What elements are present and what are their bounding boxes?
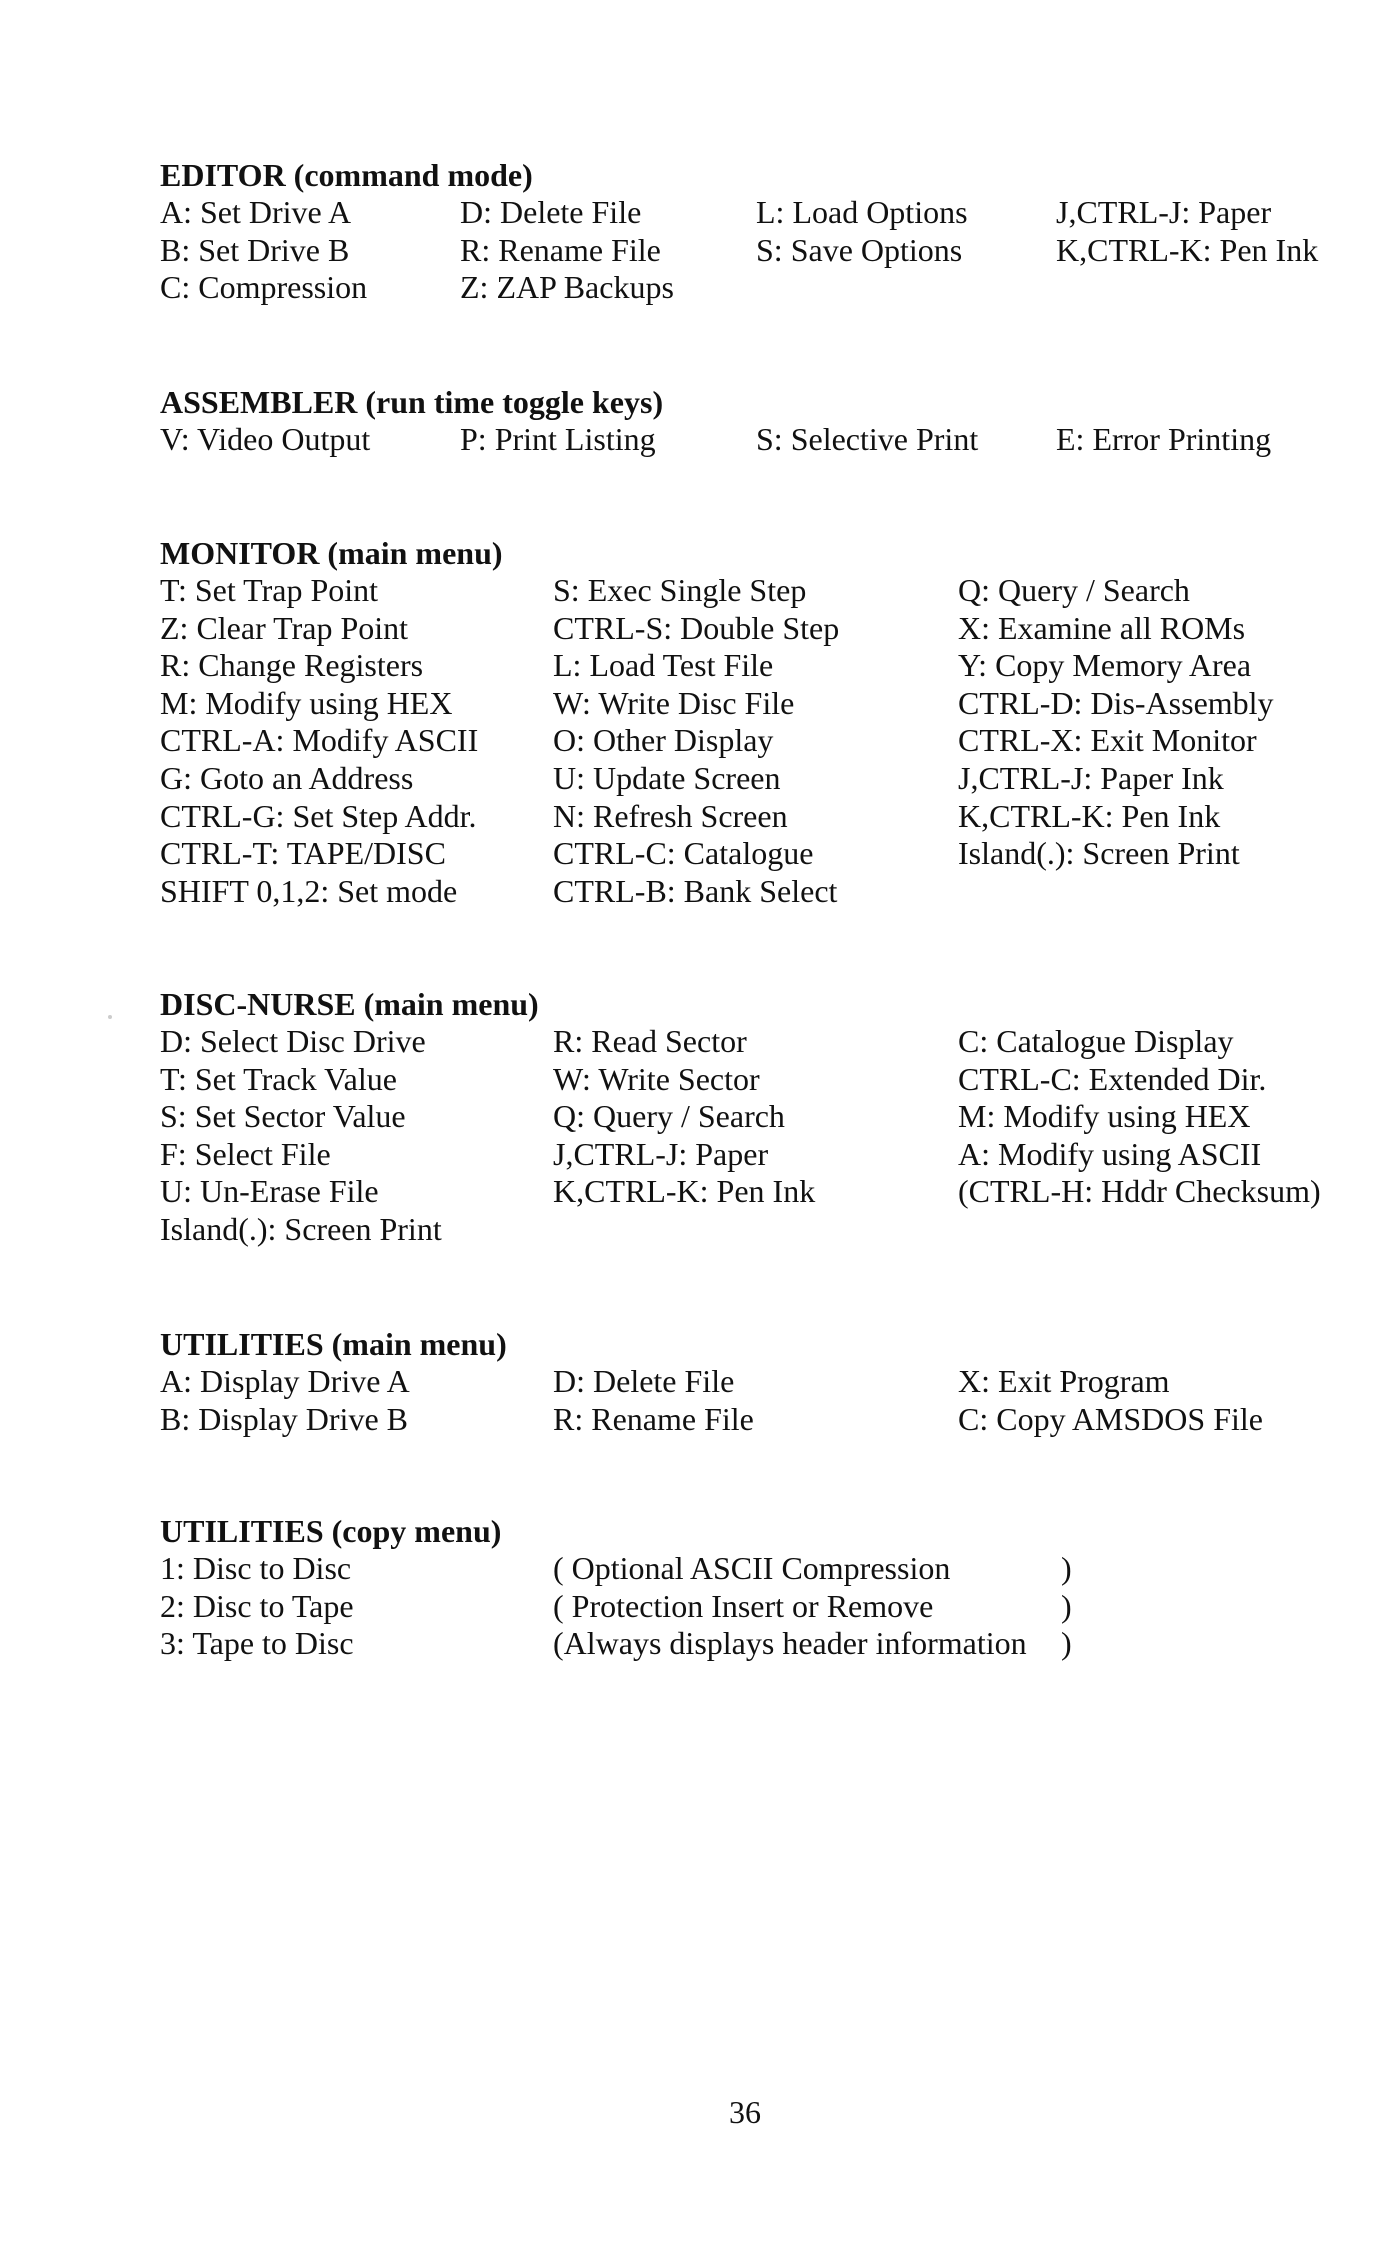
key-entry: S: Save Options [756, 231, 963, 268]
key-entry: T: Set Trap Point [160, 572, 379, 608]
key-entry: U: Un-Erase File [160, 1173, 379, 1210]
utilities-copy-heading: UTILITIES (copy menu) [160, 1513, 502, 1549]
key-entry: P: Print Listing [460, 421, 656, 457]
key-entry: N: Refresh Screen [553, 797, 788, 834]
key-entry: 1: Disc to Disc [160, 1550, 352, 1586]
key-entry: J,CTRL-J: Paper [553, 1135, 769, 1172]
disc-nurse-column-2 [553, 1023, 815, 1211]
monitor-heading: MONITOR (main menu) [160, 535, 503, 571]
assembler-heading: ASSEMBLER (run time toggle keys) [160, 384, 664, 420]
key-entry: Q: Query / Search [553, 1098, 785, 1135]
key-entry: J,CTRL-J: Paper [1056, 194, 1272, 230]
utilities-main-column-2 [553, 1363, 754, 1438]
page-number: 36 [729, 2094, 761, 2130]
key-entry: B: Set Drive B [160, 231, 350, 268]
key-entry: Island(.): Screen Print [958, 835, 1240, 872]
key-entry: CTRL-S: Double Step [553, 609, 840, 646]
key-entry: Y: Copy Memory Area [958, 647, 1252, 684]
key-entry: (CTRL-H: Hddr Checksum) [958, 1173, 1321, 1210]
key-entry: L: Load Test File [553, 647, 774, 684]
key-entry: S: Exec Single Step [553, 572, 807, 608]
key-entry: Island(.): Screen Print [160, 1210, 442, 1247]
editor-column-2 [460, 194, 674, 307]
monitor-column-2 [553, 572, 839, 910]
utilities-main-column-1 [160, 1363, 410, 1438]
key-entry: W: Write Disc File [553, 684, 795, 721]
key-entry: J,CTRL-J: Paper Ink [958, 759, 1224, 796]
key-entry: K,CTRL-K: Pen Ink [958, 797, 1221, 834]
assembler-column-2 [460, 421, 656, 459]
key-entry: S: Selective Print [756, 421, 979, 457]
key-entry: CTRL-C: Extended Dir. [958, 1060, 1267, 1097]
utilities-copy-notes [553, 1550, 1027, 1663]
utilities-copy-closing-parens [1061, 1550, 1072, 1663]
key-entry: R: Read Sector [553, 1023, 747, 1059]
editor-column-4 [1056, 194, 1318, 269]
note-entry: ( Protection Insert or Remove [553, 1587, 934, 1624]
utilities-copy-items [160, 1550, 354, 1663]
key-entry: T: Set Track Value [160, 1060, 397, 1097]
key-entry: M: Modify using HEX [958, 1098, 1251, 1135]
key-entry: CTRL-X: Exit Monitor [958, 722, 1257, 759]
key-entry: 3: Tape to Disc [160, 1625, 354, 1662]
key-entry: X: Exit Program [958, 1363, 1170, 1399]
closing-paren: ) [1061, 1550, 1072, 1586]
key-entry: A: Modify using ASCII [958, 1135, 1262, 1172]
key-entry: E: Error Printing [1056, 421, 1272, 457]
key-entry: CTRL-C: Catalogue [553, 835, 814, 872]
editor-column-3 [756, 194, 968, 269]
key-entry: CTRL-T: TAPE/DISC [160, 835, 446, 872]
key-entry: X: Examine all ROMs [958, 609, 1246, 646]
key-entry: K,CTRL-K: Pen Ink [1056, 231, 1319, 268]
utilities-main-heading: UTILITIES (main menu) [160, 1326, 507, 1362]
closing-paren: ) [1061, 1625, 1072, 1662]
key-entry: D: Delete File [553, 1363, 735, 1399]
monitor-column-1 [160, 572, 478, 910]
assembler-column-4 [1056, 421, 1271, 459]
key-entry: M: Modify using HEX [160, 684, 453, 721]
key-entry: 2: Disc to Tape [160, 1587, 354, 1624]
key-entry: C: Catalogue Display [958, 1023, 1234, 1059]
key-entry: CTRL-G: Set Step Addr. [160, 797, 477, 834]
key-entry: R: Change Registers [160, 647, 424, 684]
assembler-column-1 [160, 421, 370, 459]
note-entry: (Always displays header information [553, 1625, 1027, 1662]
key-entry: L: Load Options [756, 194, 968, 230]
closing-paren: ) [1061, 1587, 1072, 1624]
key-entry: B: Display Drive B [160, 1400, 408, 1437]
note-entry: ( Optional ASCII Compression [553, 1550, 951, 1586]
key-entry: R: Rename File [460, 231, 661, 268]
disc-nurse-heading: DISC-NURSE (main menu) [160, 986, 539, 1022]
key-entry: G: Goto an Address [160, 759, 414, 796]
key-entry: V: Video Output [160, 421, 371, 457]
key-entry: CTRL-A: Modify ASCII [160, 722, 479, 759]
disc-nurse-column-3 [958, 1023, 1321, 1211]
key-entry: CTRL-B: Bank Select [553, 872, 838, 909]
assembler-column-3 [756, 421, 978, 459]
editor-heading: EDITOR (command mode) [160, 157, 533, 193]
key-entry: D: Select Disc Drive [160, 1023, 426, 1059]
utilities-main-column-3 [958, 1363, 1263, 1438]
key-entry: O: Other Display [553, 722, 774, 759]
key-entry: C: Compression [160, 269, 368, 306]
key-entry: U: Update Screen [553, 759, 781, 796]
key-entry: A: Set Drive A [160, 194, 352, 230]
monitor-column-3 [958, 572, 1274, 873]
key-entry: D: Delete File [460, 194, 642, 230]
editor-column-1 [160, 194, 367, 307]
disc-nurse-column-1 [160, 1023, 442, 1249]
key-entry: R: Rename File [553, 1400, 754, 1437]
key-entry: Z: ZAP Backups [460, 269, 674, 306]
key-entry: SHIFT 0,1,2: Set mode [160, 872, 458, 909]
key-entry: F: Select File [160, 1135, 331, 1172]
key-entry: Z: Clear Trap Point [160, 609, 409, 646]
key-entry: W: Write Sector [553, 1060, 760, 1097]
key-entry: C: Copy AMSDOS File [958, 1400, 1263, 1437]
key-entry: A: Display Drive A [160, 1363, 410, 1399]
key-entry: S: Set Sector Value [160, 1098, 406, 1135]
key-entry: K,CTRL-K: Pen Ink [553, 1173, 816, 1210]
speck-mark [108, 1015, 112, 1019]
key-entry: Q: Query / Search [958, 572, 1190, 608]
key-entry: CTRL-D: Dis-Assembly [958, 684, 1274, 721]
